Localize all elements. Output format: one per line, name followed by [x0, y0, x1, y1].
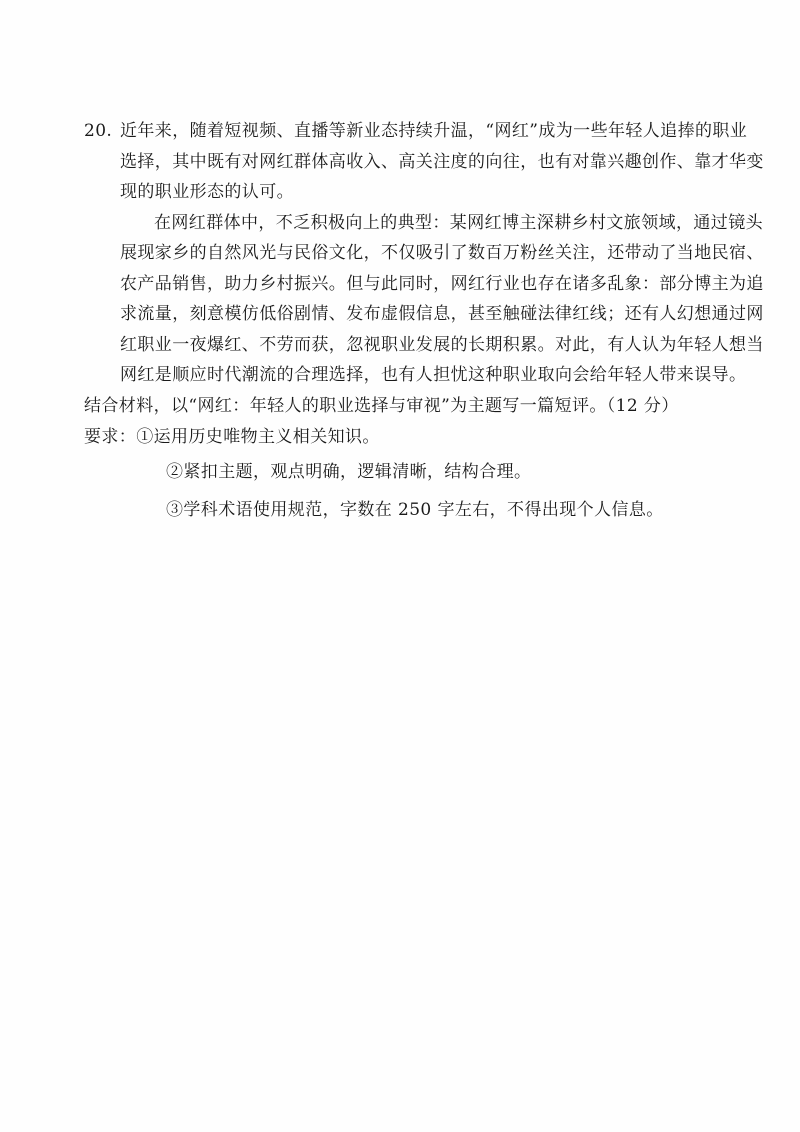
question-intro: 近年来，随着短视频、直播等新业态持续升温，“网红”成为一些年轻人追捧的职业选择，其中既有对网红群体高收入、高关注度的向往，也有对靠兴趣创作、靠才华变现的职业形态的认可。 [120, 121, 764, 202]
question-number: 20. [84, 121, 113, 141]
requirement-item: ①运用历史唯物主义相关知识。 [136, 427, 380, 447]
requirement-1-line [84, 421, 764, 453]
question-20 [84, 116, 764, 529]
question-header [84, 116, 764, 208]
question-task: 结合材料，以“网红：年轻人的职业选择与审视”为主题写一篇短评。（12 分） [84, 395, 679, 416]
material-block [120, 208, 764, 391]
requirements-label: 要求： [84, 427, 137, 447]
requirement-item: ③学科术语使用规范，字数在 250 字左右，不得出现个人信息。 [166, 500, 664, 520]
requirements-block [84, 421, 764, 529]
requirement-item: ②紧扣主题，观点明确，逻辑清晰，结构合理。 [166, 462, 532, 482]
question-material: 在网红群体中，不乏积极向上的典型：某网红博主深耕乡村文旅领域，通过镜头展现家乡的自然风光与民俗文化，不仅吸引了数百万粉丝关注，还带动了当地民宿、农产品销售，助力乡村振兴。但与此同时，网红行业也存在诸多乱象：部分博主为追求流量，刻意模仿低俗剧情、发布虚假信息，甚至触碰法律红线；还有人幻想通过网红职业一夜爆红、不劳而获，忽视职业发展的长期积累。对此，有人认为年轻人想当网红是顺应时代潮流的合理选择，也有人担忧这种职业取向会给年轻人带来误导。 [120, 212, 764, 385]
